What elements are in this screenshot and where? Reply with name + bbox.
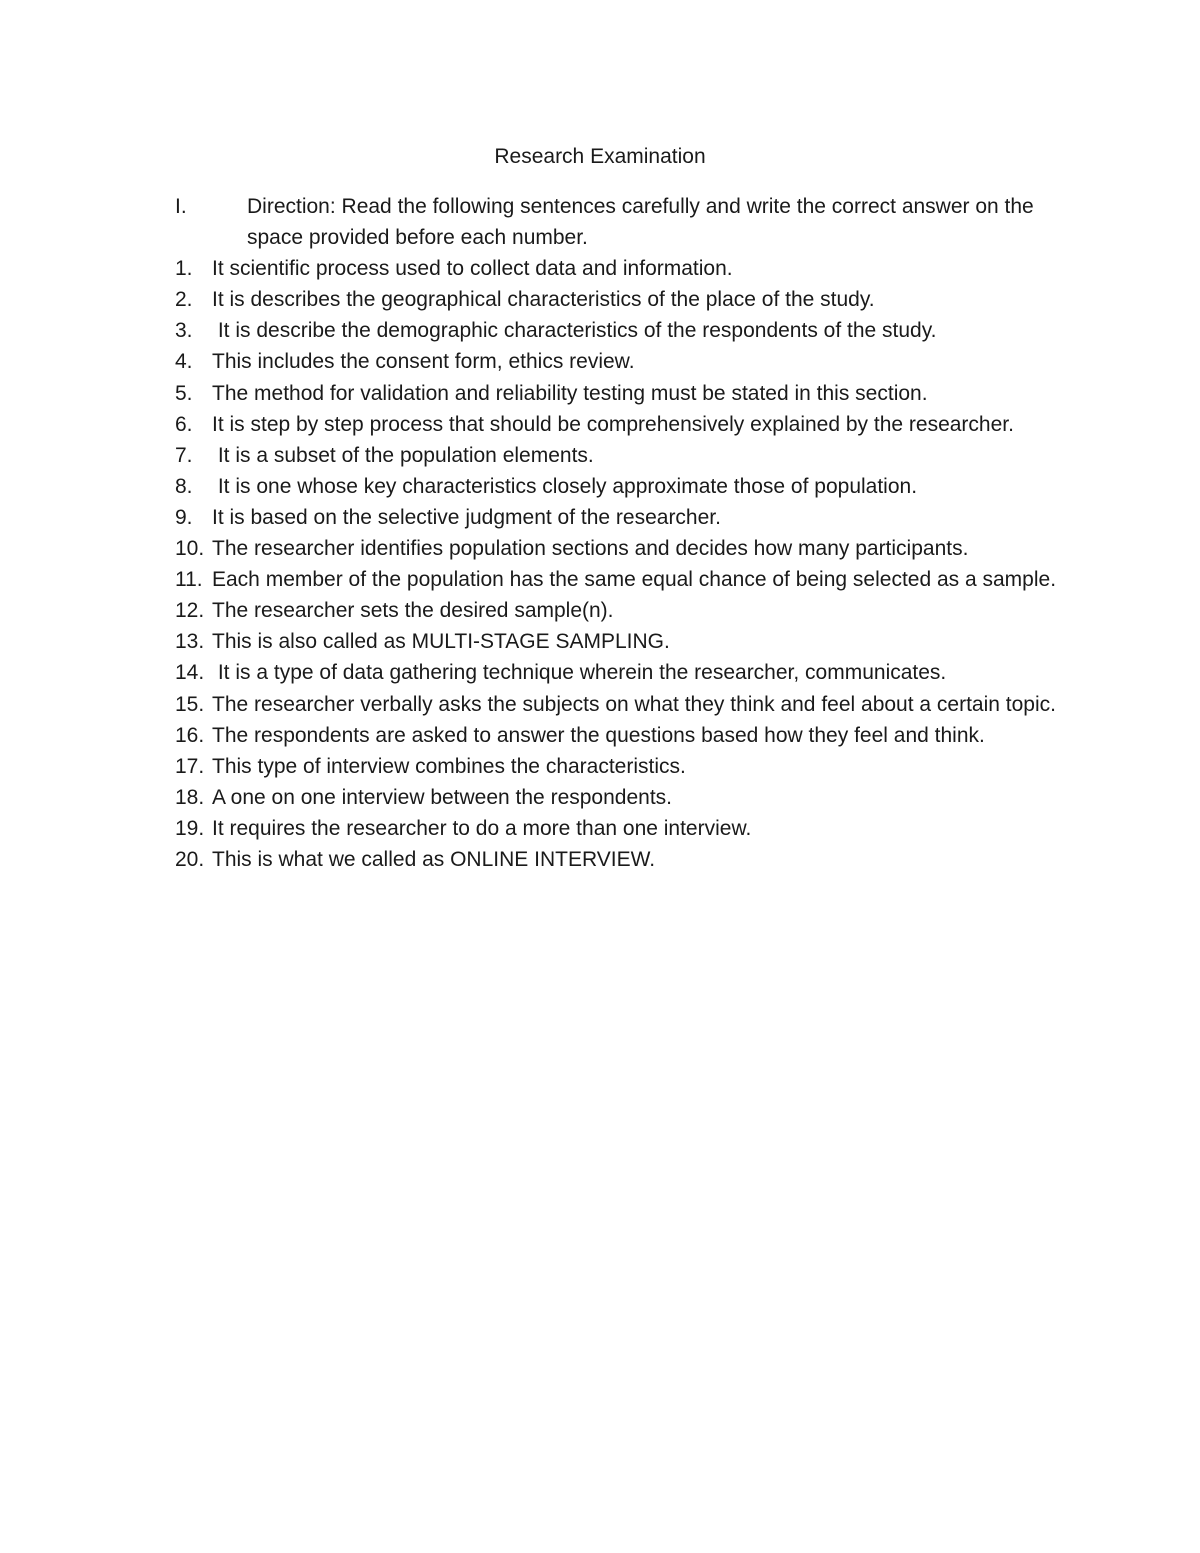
question-item [175, 751, 1075, 782]
question-text: It is one whose key characteristics closely approximate those of population. [212, 474, 918, 498]
question-number: 7. [175, 443, 193, 467]
question-item [175, 720, 1075, 751]
question-item [175, 844, 1075, 875]
page-title: Research Examination [494, 145, 706, 168]
question-text: A one on one interview between the respondents. [212, 785, 672, 809]
question-text: This type of interview combines the characteristics. [212, 754, 686, 778]
question-number: 18. [175, 785, 205, 809]
question-number: 15. [175, 692, 205, 716]
question-text: This includes the consent form, ethics review. [212, 350, 635, 374]
question-text: This is also called as MULTI-STAGE SAMPLING. [212, 630, 670, 654]
question-item [175, 657, 1075, 688]
question-number: 9. [175, 505, 193, 529]
question-text: Each member of the population has the same equal chance of being selected as a sample. [212, 568, 1057, 592]
question-number: 6. [175, 412, 193, 436]
question-number: 8. [175, 474, 193, 498]
question-number: 12. [175, 599, 205, 623]
question-number: 14. [175, 661, 205, 685]
question-item [175, 346, 1075, 377]
question-number: 5. [175, 381, 193, 405]
question-text: It is step by step process that should be comprehensively explained by the researcher. [212, 412, 1014, 436]
question-item [175, 409, 1075, 440]
question-text: It requires the researcher to do a more than one interview. [212, 816, 752, 840]
direction-text: Direction: Read the following sentences carefully and write the correct answer on the space provided before each number. [247, 195, 1040, 250]
question-item [175, 626, 1075, 657]
question-item [175, 502, 1075, 533]
question-item [175, 253, 1075, 284]
question-text: It is describe the demographic characteristics of the respondents of the study. [212, 319, 937, 343]
question-text: It scientific process used to collect data and information. [212, 257, 733, 281]
question-number: 17. [175, 754, 205, 778]
question-text: It is describes the geographical characteristics of the place of the study. [212, 288, 875, 312]
question-number: 20. [175, 847, 205, 871]
question-item [175, 813, 1075, 844]
question-text: This is what we called as ONLINE INTERVIEW. [212, 847, 656, 871]
exam-section [175, 191, 1075, 875]
question-item [175, 284, 1075, 315]
question-item [175, 378, 1075, 409]
question-item [175, 471, 1075, 502]
question-number: 1. [175, 257, 193, 281]
question-text: It is a subset of the population elements. [212, 443, 594, 467]
question-text: The researcher identifies population sections and decides how many participants. [212, 537, 969, 561]
question-text: The method for validation and reliability testing must be stated in this section. [212, 381, 928, 405]
direction-row [175, 191, 1075, 253]
section-numeral: I. [175, 195, 187, 218]
question-text: The respondents are asked to answer the questions based how they feel and think. [212, 723, 985, 747]
question-item [175, 533, 1075, 564]
question-item [175, 782, 1075, 813]
question-item [175, 315, 1075, 346]
question-number: 11. [175, 568, 203, 592]
question-text: The researcher verbally asks the subjects on what they think and feel about a certain topic. [212, 692, 1056, 716]
question-number: 2. [175, 288, 193, 312]
question-number: 4. [175, 350, 193, 374]
question-number: 13. [175, 630, 205, 654]
question-text: It is a type of data gathering technique wherein the researcher, communicates. [212, 661, 947, 685]
question-number: 16. [175, 723, 205, 747]
question-text: It is based on the selective judgment of the researcher. [212, 505, 721, 529]
question-number: 19. [175, 816, 205, 840]
question-item [175, 564, 1075, 595]
question-item [175, 440, 1075, 471]
question-text: The researcher sets the desired sample(n). [212, 599, 614, 623]
question-number: 10. [175, 537, 205, 561]
question-item [175, 595, 1075, 626]
question-number: 3. [175, 319, 193, 343]
question-item [175, 689, 1075, 720]
